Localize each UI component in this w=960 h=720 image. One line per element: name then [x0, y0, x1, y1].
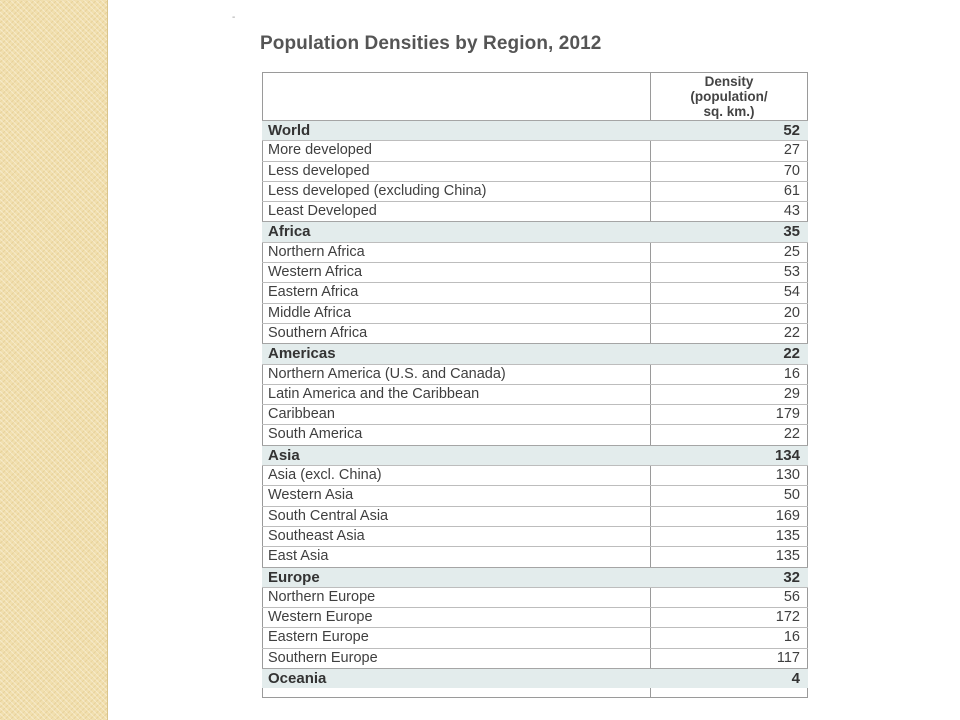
table-row-region: [262, 120, 808, 140]
region-label: Eastern Africa: [268, 284, 359, 301]
density-value: 27: [783, 142, 800, 159]
region-label: Americas: [268, 345, 336, 363]
density-value: 29: [783, 385, 800, 402]
region-label: Caribbean: [268, 406, 335, 423]
density-value: 52: [783, 122, 800, 139]
region-label: South America: [268, 426, 363, 443]
table-row-region: [262, 668, 808, 688]
region-label: Oceania: [268, 670, 327, 688]
table-row: [262, 201, 808, 221]
density-value: 135: [775, 527, 800, 544]
region-label: Western Africa: [268, 264, 363, 281]
decorative-side-border: [0, 0, 108, 720]
density-value: 70: [783, 162, 800, 179]
density-value: 117: [776, 649, 800, 666]
region-label: Eastern Europe: [268, 629, 369, 646]
density-value: 22: [783, 324, 800, 341]
density-value: 54: [783, 284, 800, 301]
density-value: 22: [783, 345, 800, 363]
region-label: South Central Asia: [268, 507, 389, 524]
table-row: [262, 485, 808, 505]
density-value: 134: [774, 446, 800, 464]
table-body: [262, 120, 808, 688]
density-value: 56: [783, 588, 800, 605]
density-value: 61: [783, 182, 800, 199]
density-value: 135: [775, 548, 800, 565]
table-row: [262, 607, 808, 627]
header-line-2: (population/: [690, 89, 768, 104]
table-row: [262, 140, 808, 160]
table-row-region: [262, 343, 808, 363]
region-label: Less developed: [268, 162, 370, 179]
table-row: [262, 303, 808, 323]
density-value: 179: [775, 406, 800, 423]
region-label: Southern Europe: [268, 649, 378, 666]
table-row: [262, 181, 808, 201]
density-value: 22: [783, 426, 800, 443]
region-label: Western Europe: [268, 609, 373, 626]
table-row: [262, 506, 808, 526]
region-label: Asia (excl. China): [268, 467, 382, 484]
density-value: 16: [783, 629, 800, 646]
header-line-3: sq. km.): [703, 104, 755, 119]
scan-mark: -: [232, 12, 236, 23]
density-value: 16: [783, 365, 800, 382]
density-value: 4: [791, 670, 800, 688]
region-label: Southern Africa: [268, 324, 368, 341]
table-row: [262, 161, 808, 181]
table-row-region: [262, 567, 808, 587]
header-line-1: Density: [704, 74, 754, 89]
table-row: [262, 648, 808, 668]
density-value: 43: [783, 203, 800, 220]
density-value: 32: [783, 568, 800, 586]
table-row-region: [262, 445, 808, 465]
bleed-through-footer: [110, 698, 960, 720]
region-label: Asia: [268, 446, 300, 464]
density-value: 50: [783, 487, 800, 504]
density-column-header: [650, 74, 808, 119]
region-label: Western Asia: [268, 487, 354, 504]
table-row-region: [262, 221, 808, 241]
region-label: Latin America and the Caribbean: [268, 385, 480, 402]
table-row: [262, 526, 808, 546]
table-row: [262, 627, 808, 647]
region-label: East Asia: [268, 548, 329, 565]
table-row: [262, 587, 808, 607]
table-row: [262, 546, 808, 566]
region-label: More developed: [268, 142, 372, 159]
region-label: Northern America (U.S. and Canada): [268, 365, 506, 382]
table-row: [262, 364, 808, 384]
region-label: Less developed (excluding China): [268, 182, 487, 199]
density-value: 35: [783, 223, 800, 241]
region-label: Middle Africa: [268, 304, 352, 321]
table-row: [262, 424, 808, 444]
density-value: 25: [783, 243, 800, 260]
table-row: [262, 242, 808, 262]
region-label: Africa: [268, 223, 311, 241]
density-value: 130: [775, 467, 800, 484]
region-label: Southeast Asia: [268, 527, 365, 544]
table-row: [262, 323, 808, 343]
density-value: 172: [775, 609, 800, 626]
table-row: [262, 282, 808, 302]
region-label: Europe: [268, 568, 320, 586]
table-row: [262, 404, 808, 424]
table-row: [262, 262, 808, 282]
region-label: Northern Africa: [268, 243, 365, 260]
region-label: Least Developed: [268, 203, 377, 220]
density-value: 20: [783, 304, 800, 321]
region-label: World: [268, 122, 311, 139]
density-value: 53: [783, 264, 800, 281]
region-label: Northern Europe: [268, 588, 376, 605]
page-title: Population Densities by Region, 2012: [260, 33, 602, 54]
density-value: 169: [775, 507, 800, 524]
table-row: [262, 465, 808, 485]
table-row: [262, 384, 808, 404]
